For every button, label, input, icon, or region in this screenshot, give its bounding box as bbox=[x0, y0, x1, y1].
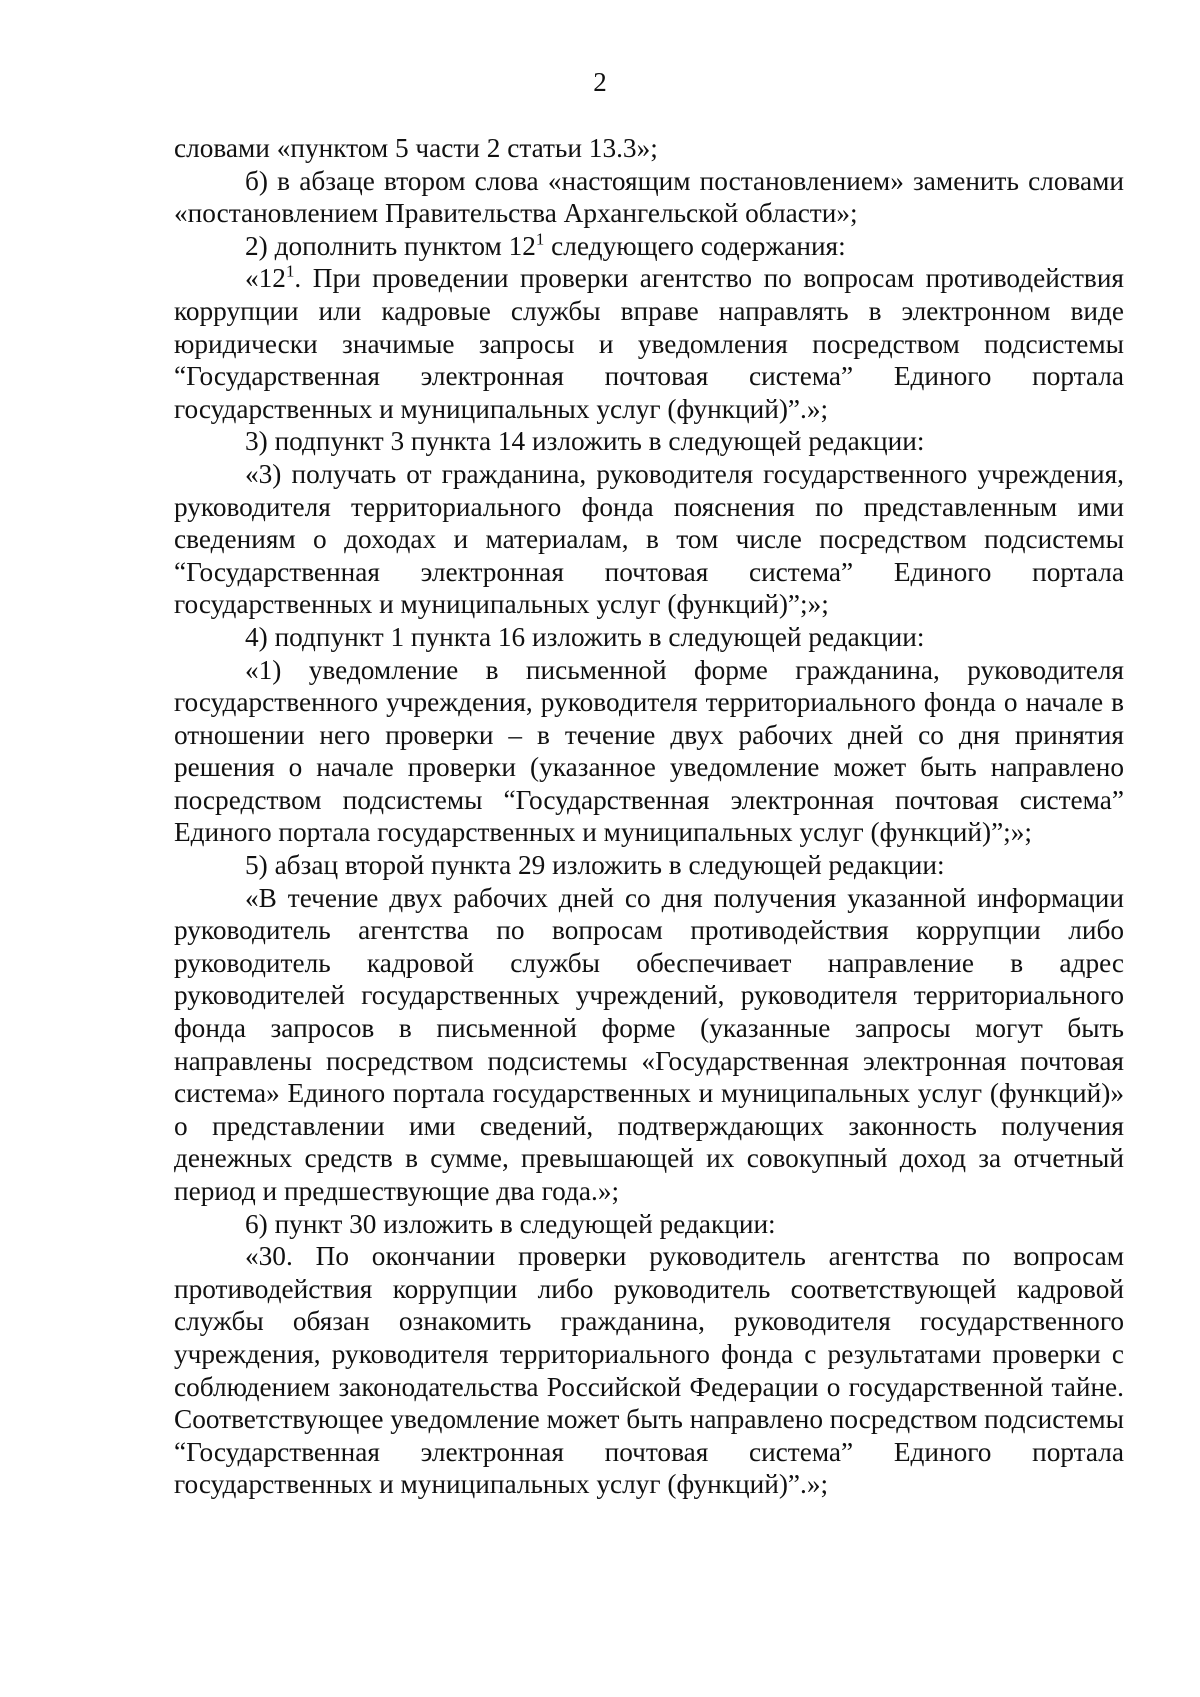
superscript: 1 bbox=[285, 261, 295, 281]
document-body bbox=[174, 132, 1124, 1501]
superscript: 1 bbox=[535, 229, 545, 249]
paragraph-1: словами «пунктом 5 части 2 статьи 13.3»; bbox=[174, 133, 658, 163]
paragraph-11: 6) пункт 30 изложить в следующей редакции: bbox=[245, 1208, 776, 1239]
paragraph-3: 2) дополнить пунктом $12^1$ следующего содержания: bbox=[245, 229, 846, 261]
paragraph-2: б) в абзаце втором слова «настоящим постановлением» заменить словами «постановлением Правительства Архангельской области»; bbox=[174, 165, 1124, 229]
paragraph-12: «30. По окончании проверки руководитель агентства по вопросам противодействия коррупции либо руководитель соответствующей кадровой службы обязан ознакомить гражданина, руководителя государственного учреждения, руководителя территориального фонда с результатами проверки с соблюдением законодательства Российской Федерации о государственной тайне. Соответствующее уведомление может быть направлено посредством подсистемы “Государственная электронная почтовая система” Единого портала государственных и муниципальных услуг (функций)”.»; bbox=[174, 1241, 1124, 1500]
paragraph-9: 5) абзац второй пункта 29 изложить в следующей редакции: bbox=[245, 850, 945, 881]
paragraph-8: «1) уведомление в письменной форме гражданина, руководителя государственного учреждения, руководителя территориального фонда о начале в отношении него проверки – в течение двух рабочих дней со дня принятия решения о начале проверки (указанное уведомление может быть направлено посредством подсистемы “Государственная электронная почтовая система” Единого портала государственных и муниципальных услуг (функций)”;»; bbox=[174, 654, 1124, 848]
paragraph-10: «В течение двух рабочих дней со дня получения указанной информации руководитель агентства по вопросам противодействия коррупции либо руководитель кадровой службы обеспечивает направление в адрес руководителей государственных учреждений, руководителя территориального фонда запросов в письменной форме (указанные запросы могут быть направлены посредством подсистемы «Государственная электронная почтовая система» Единого портала государственных и муниципальных услуг (функций)» о представлении ими сведений, подтверждающих законность получения денежных средств в сумме, превышающей их совокупный доход за отчетный период и предшествующие два года.»; bbox=[174, 882, 1124, 1206]
paragraph-6: «3) получать от гражданина, руководителя государственного учреждения, руководителя территориального фонда пояснения по представленным ими сведениям о доходах и материалам, в том числе посредством подсистемы “Государственная электронная почтовая система” Единого портала государственных и муниципальных услуг (функций)”;»; bbox=[174, 458, 1124, 620]
paragraph-5: 3) подпункт 3 пункта 14 изложить в следующей редакции: bbox=[245, 426, 925, 457]
paragraph-4: «$12^1$. При проведении проверки агентство по вопросам противодействия коррупции или кадровые службы вправе направлять в электронном виде юридически значимые запросы и уведомления посредством подсистемы “Государственная электронная почтовая система” Единого портала государственных и муниципальных услуг (функций)”.»; bbox=[174, 261, 1124, 424]
page-number: 2 bbox=[593, 67, 607, 97]
paragraph-7: 4) подпункт 1 пункта 16 изложить в следующей редакции: bbox=[245, 621, 925, 652]
